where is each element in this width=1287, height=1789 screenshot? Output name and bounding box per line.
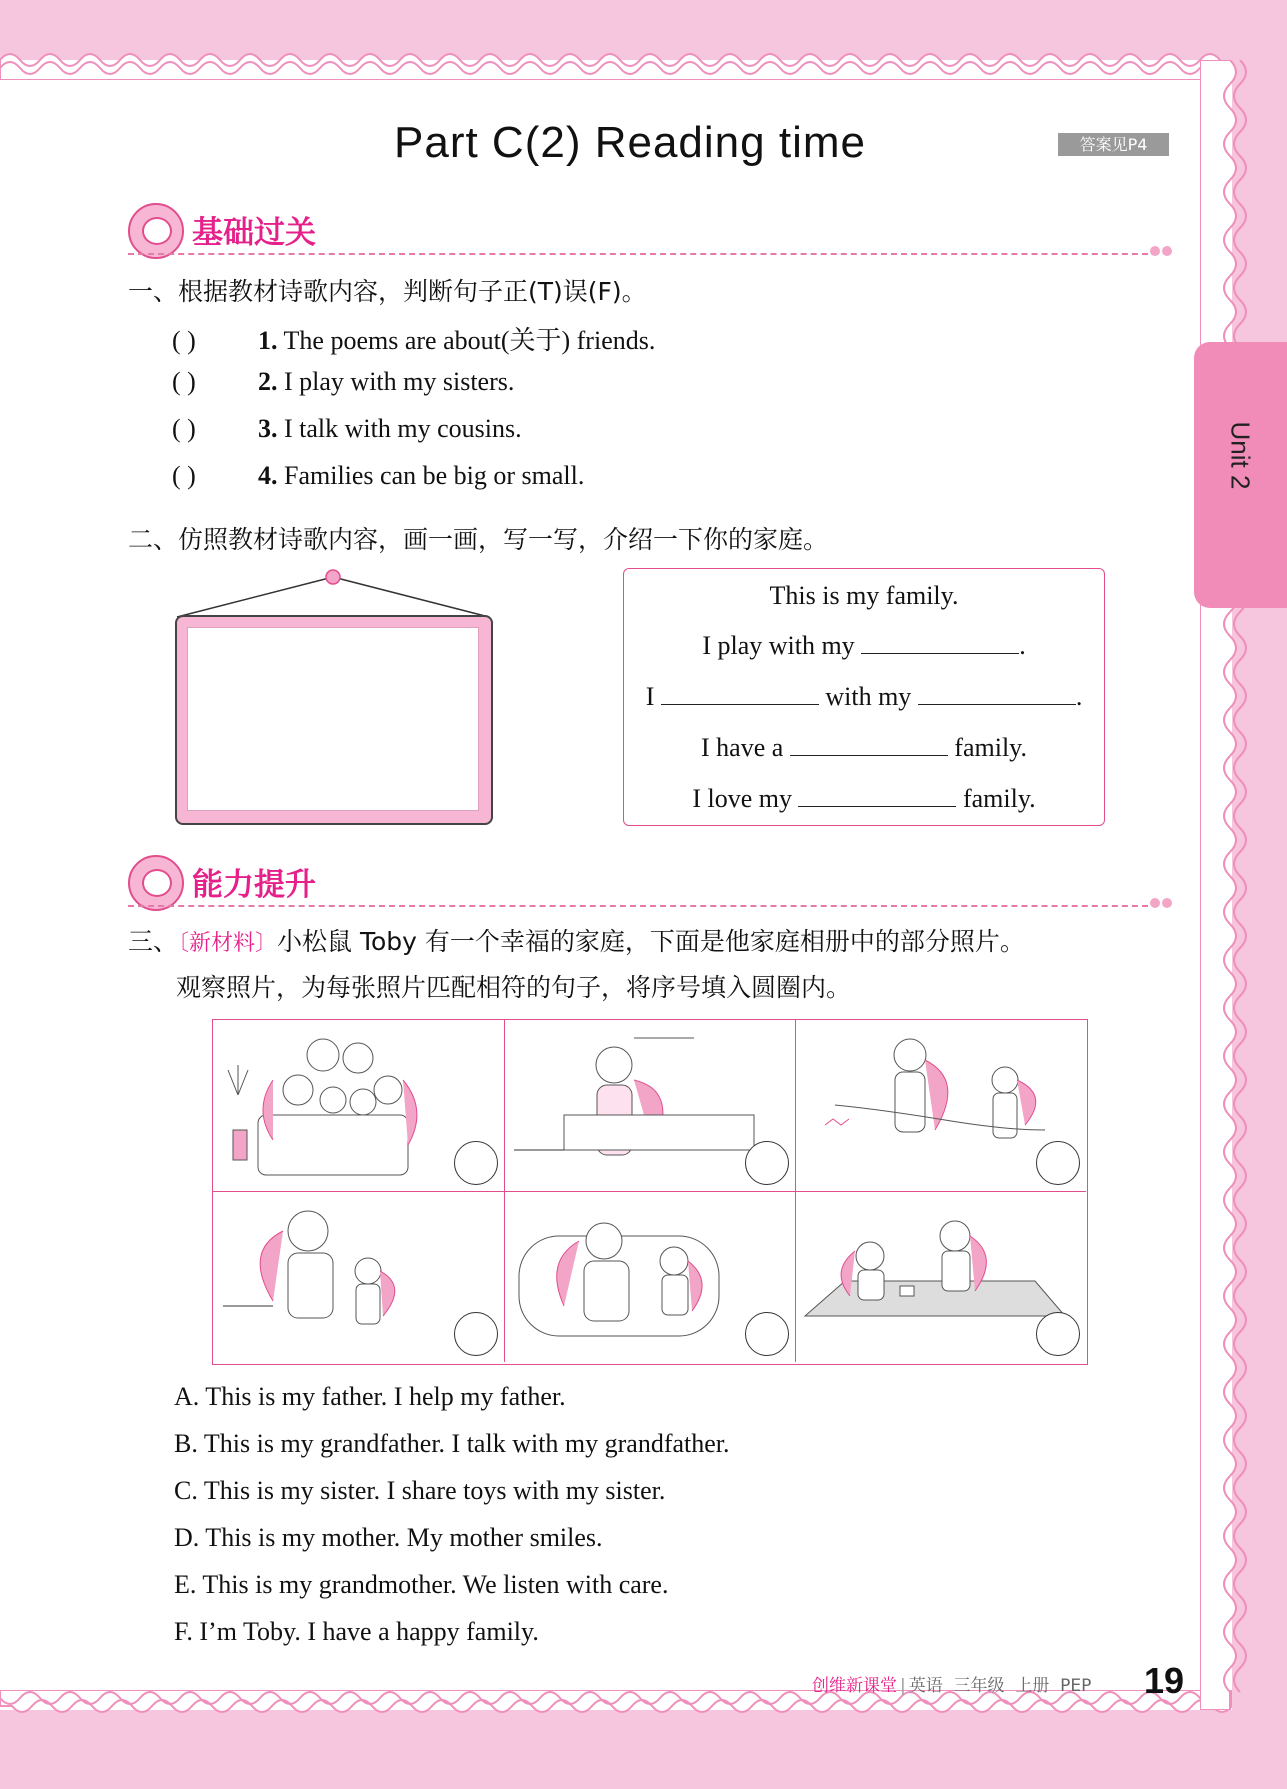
mascot-icon <box>128 855 184 911</box>
photo-grandmother <box>504 1191 796 1362</box>
option-c: C. This is my sister. I share toys with my sister. <box>174 1476 666 1505</box>
photo-grid <box>212 1019 1088 1365</box>
writing-line-2: I play with my . <box>702 631 1026 660</box>
fill-blank[interactable] <box>798 784 956 807</box>
item-number: 4. <box>258 461 278 490</box>
footer-brand: 创维新课堂 <box>812 1676 897 1696</box>
answer-circle[interactable] <box>1036 1312 1080 1356</box>
footer-volume: 上册 <box>1015 1676 1050 1696</box>
tf-item-2 <box>172 367 514 397</box>
answer-circle[interactable] <box>454 1141 498 1185</box>
top-wave-border <box>0 40 1232 80</box>
item-text: Families can be big or small. <box>277 461 585 490</box>
page-number: 19 <box>1144 1660 1185 1701</box>
option-f: F. I’m Toby. I have a happy family. <box>174 1617 539 1646</box>
unit-label: Unit 2 <box>1225 421 1256 490</box>
section-advanced-header <box>128 855 1178 915</box>
writing-line-1: This is my family. <box>769 581 959 610</box>
writing-line-5: I love my family. <box>692 784 1036 813</box>
drawing-area[interactable] <box>187 627 479 811</box>
drawing-frame[interactable] <box>175 615 493 825</box>
fill-blank[interactable] <box>918 682 1076 705</box>
decor-dots <box>1148 241 1172 260</box>
footer-info: 创维新课堂 | 英语 三年级 上册 PEP <box>812 1676 1092 1696</box>
new-material-tag: 〔新材料〕 <box>178 931 278 956</box>
photo-father <box>795 1020 1086 1192</box>
item-text: The poems are about(关于) friends. <box>277 326 656 355</box>
item-text: I talk with my cousins. <box>277 414 522 443</box>
photo-family <box>213 1020 505 1192</box>
answer-blank[interactable]: ( ) <box>172 367 196 396</box>
writing-line-3: I with my . <box>645 682 1083 711</box>
option-e: E. This is my grandmother. We listen with care. <box>174 1570 669 1599</box>
answer-circle[interactable] <box>1036 1141 1080 1185</box>
question-3-heading: 三、〔新材料〕小松鼠 Toby 有一个幸福的家庭，下面是他家庭相册中的部分照片。 <box>128 927 1025 956</box>
page-title: Part C(2) Reading time <box>394 118 866 167</box>
section-basic-title: 基础过关 <box>192 215 316 251</box>
photo-mother <box>504 1020 796 1192</box>
item-number: 1. <box>258 326 278 355</box>
option-d: D. This is my mother. My mother smiles. <box>174 1523 603 1552</box>
decor-dots <box>1148 893 1172 912</box>
answer-blank[interactable]: ( ) <box>172 414 196 443</box>
answer-blank[interactable]: ( ) <box>172 461 196 490</box>
question-2-heading: 二、仿照教材诗歌内容，画一画，写一写，介绍一下你的家庭。 <box>128 525 829 554</box>
fill-blank[interactable] <box>661 682 819 705</box>
item-text: I play with my sisters. <box>277 367 515 396</box>
option-a: A. This is my father. I help my father. <box>174 1382 566 1411</box>
answer-circle[interactable] <box>454 1312 498 1356</box>
question-3-instruction: 观察照片，为每张照片匹配相符的句子，将序号填入圆圈内。 <box>176 973 852 1002</box>
tf-item-4 <box>172 461 584 491</box>
footer-subject: 英语 <box>908 1676 943 1696</box>
answer-circle[interactable] <box>745 1141 789 1185</box>
footer-grade: 三年级 <box>953 1676 1005 1696</box>
family-writing-box <box>623 568 1105 826</box>
answer-reference-badge: 答案见P4 <box>1058 133 1169 156</box>
footer-edition: PEP <box>1060 1676 1092 1696</box>
item-number: 3. <box>258 414 278 443</box>
bottom-wave-border <box>0 1690 1232 1730</box>
right-wave-border <box>1200 60 1260 1710</box>
section-advanced-title: 能力提升 <box>192 867 316 903</box>
photo-sisters <box>795 1191 1086 1362</box>
writing-line-4: I have a family. <box>701 733 1027 762</box>
answer-circle[interactable] <box>745 1312 789 1356</box>
tf-item-1 <box>172 320 655 357</box>
answer-blank[interactable]: ( ) <box>172 326 196 355</box>
mascot-icon <box>128 203 184 259</box>
section-divider <box>128 905 1158 907</box>
fill-blank[interactable] <box>861 631 1019 654</box>
fill-blank[interactable] <box>790 733 948 756</box>
tf-item-3 <box>172 414 522 444</box>
section-basic-header <box>128 203 1178 263</box>
photo-grandfather <box>213 1191 505 1362</box>
item-number: 2. <box>258 367 278 396</box>
question-1-heading: 一、根据教材诗歌内容，判断句子正(T)误(F)。 <box>128 277 647 306</box>
option-b: B. This is my grandfather. I talk with my grandfather. <box>174 1429 730 1458</box>
section-divider <box>128 253 1158 255</box>
